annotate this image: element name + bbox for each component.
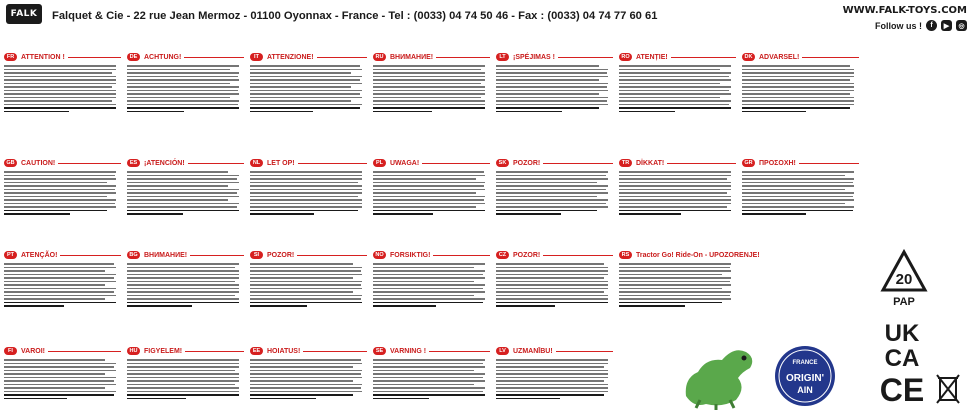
warning-body-text	[496, 65, 608, 112]
language-code-badge: PL	[373, 159, 386, 167]
warning-title: ATENȚIE!	[636, 53, 668, 61]
warning-block-fi	[4, 346, 121, 401]
warning-title: VARNING !	[390, 347, 427, 355]
warning-body-text	[4, 171, 116, 215]
warning-heading	[250, 52, 367, 62]
warning-heading	[496, 346, 613, 356]
language-code-badge: SK	[496, 159, 509, 167]
language-code-badge: NO	[373, 251, 386, 259]
warning-heading	[4, 250, 121, 260]
language-code-badge: GR	[742, 159, 755, 167]
warning-block-de	[127, 52, 244, 114]
warning-body-text	[127, 263, 239, 307]
heading-rule	[671, 57, 736, 58]
ce-mark	[875, 372, 929, 408]
warning-block-bg	[127, 250, 244, 309]
website-link[interactable]: WWW.FALK-TOYS.COM	[842, 5, 967, 16]
language-code-badge: LT	[496, 53, 509, 61]
warning-body-text	[4, 359, 116, 399]
warning-title: FORSIKTIG!	[390, 251, 431, 259]
facebook-icon[interactable]: f	[926, 20, 937, 31]
warning-title: VAROI!	[21, 347, 45, 355]
origin-main: ORIGIN'	[786, 373, 824, 384]
warning-block-pt	[4, 250, 121, 309]
company-address: Falquet & Cie - 22 rue Jean Mermoz - 01100 Oyonnax - France - Tel : (0033) 04 74 50 46 - Fax : (0033) 04 74 77 60 61	[52, 10, 658, 22]
warning-heading	[742, 158, 859, 168]
warning-title: CAUTION!	[21, 159, 56, 167]
warning-body-text	[619, 65, 731, 112]
warning-title: ΠΡΟΣΟΧΗ!	[759, 159, 796, 167]
warning-title: POZOR!	[513, 159, 541, 167]
warning-body-text	[619, 171, 731, 215]
warning-title: ¡ATENCIÓN!	[144, 159, 185, 167]
warning-heading	[4, 346, 121, 356]
ukca-top: UK	[884, 320, 920, 347]
warning-heading	[250, 346, 367, 356]
warning-heading	[127, 346, 244, 356]
language-code-badge: BG	[127, 251, 140, 259]
language-code-badge: RS	[619, 251, 632, 259]
language-code-badge: IT	[250, 53, 263, 61]
warning-body-text	[496, 359, 608, 399]
recycle-label: PAP	[893, 296, 915, 308]
warning-heading	[496, 250, 613, 260]
language-code-badge: GB	[4, 159, 17, 167]
dinosaur-mascot-icon	[676, 338, 762, 410]
warning-title: DİKKAT!	[636, 159, 665, 167]
warning-block-pl	[373, 158, 490, 217]
heading-rule	[543, 163, 613, 164]
language-code-badge: ES	[127, 159, 140, 167]
warning-title: LET OP!	[267, 159, 295, 167]
warning-title: UZMANĪBU!	[513, 347, 553, 355]
warning-body-text	[4, 65, 116, 112]
warning-heading	[619, 250, 760, 260]
heading-rule	[433, 255, 490, 256]
warning-body-text	[250, 65, 362, 112]
heading-rule	[799, 163, 859, 164]
language-code-badge: HU	[127, 347, 140, 355]
heading-rule	[802, 57, 859, 58]
warning-body-text	[496, 171, 608, 215]
ukca-bottom: CA	[884, 345, 920, 372]
warning-heading	[4, 158, 121, 168]
recycle-number: 20	[895, 271, 913, 288]
follow-us	[875, 20, 967, 31]
heading-rule	[558, 57, 613, 58]
origin-sub: AIN	[797, 385, 813, 395]
warning-block-lt	[496, 52, 613, 114]
language-code-badge: DE	[127, 53, 140, 61]
heading-rule	[48, 351, 121, 352]
heading-rule	[556, 351, 613, 352]
heading-rule	[422, 163, 490, 164]
language-code-badge: DK	[742, 53, 755, 61]
warning-body-text	[127, 359, 239, 399]
warning-block-se	[373, 346, 490, 401]
language-code-badge: SI	[250, 251, 263, 259]
heading-rule	[68, 57, 121, 58]
warning-heading	[373, 52, 490, 62]
warning-block-hu	[127, 346, 244, 401]
warning-title: FIGYELEM!	[144, 347, 183, 355]
warning-title: ATENÇÃO!	[21, 251, 58, 259]
warning-title: Tractor Go! Ride-On - UPOZORENJE!	[636, 251, 760, 259]
warning-heading	[127, 52, 244, 62]
language-code-badge: PT	[4, 251, 17, 259]
warning-heading	[250, 250, 367, 260]
follow-us-label: Follow us !	[875, 20, 922, 31]
heading-rule	[184, 57, 244, 58]
heading-rule	[190, 255, 244, 256]
language-code-badge: TR	[619, 159, 632, 167]
warning-block-gb	[4, 158, 121, 217]
heading-rule	[298, 163, 367, 164]
warning-heading	[373, 158, 490, 168]
warning-heading	[496, 52, 613, 62]
youtube-icon[interactable]: ▶	[941, 20, 952, 31]
warning-block-rs	[619, 250, 760, 309]
warning-title: ATTENZIONE!	[267, 53, 314, 61]
heading-rule	[429, 351, 490, 352]
warning-body-text	[373, 65, 485, 112]
language-code-badge: NL	[250, 159, 263, 167]
language-code-badge: CZ	[496, 251, 509, 259]
warning-heading	[742, 52, 859, 62]
warning-block-fr	[4, 52, 121, 114]
warning-block-es	[127, 158, 244, 217]
warning-title: ATTENTION !	[21, 53, 65, 61]
warning-body-text	[250, 263, 362, 307]
language-code-badge: SE	[373, 347, 386, 355]
warning-heading	[127, 158, 244, 168]
warning-block-nl	[250, 158, 367, 217]
warning-heading	[619, 52, 736, 62]
language-code-badge: EE	[250, 347, 263, 355]
heading-rule	[297, 255, 367, 256]
warning-title: POZOR!	[267, 251, 295, 259]
warning-block-sk	[496, 158, 613, 217]
origine-ain-seal	[773, 344, 837, 408]
warning-block-tr	[619, 158, 736, 217]
warning-body-text	[250, 171, 362, 215]
warning-body-text	[250, 359, 362, 399]
warning-body-text	[127, 171, 239, 215]
heading-rule	[185, 351, 244, 352]
heading-rule	[188, 163, 244, 164]
language-code-badge: FI	[4, 347, 17, 355]
warning-body-text	[373, 359, 485, 399]
language-code-badge: RU	[373, 53, 386, 61]
warning-body-text	[373, 171, 485, 215]
heading-rule	[667, 163, 736, 164]
warning-heading	[373, 250, 490, 260]
warning-heading	[4, 52, 121, 62]
warning-body-text	[373, 263, 485, 307]
ce-label: CE	[879, 372, 925, 408]
language-code-badge: FR	[4, 53, 17, 61]
warning-title: ВНИМАНИЕ!	[144, 251, 188, 259]
warning-body-text	[496, 263, 608, 307]
warning-block-si	[250, 250, 367, 309]
warning-title: UWAGA!	[390, 159, 420, 167]
recycle-paper-badge	[881, 250, 927, 310]
language-code-badge: LV	[496, 347, 509, 355]
header	[0, 0, 977, 38]
warning-block-lv	[496, 346, 613, 401]
language-code-badge: RO	[619, 53, 632, 61]
weee-bin-icon	[934, 372, 962, 406]
instagram-icon[interactable]: ◎	[956, 20, 967, 31]
ukca-mark	[875, 318, 929, 372]
warning-heading	[619, 158, 736, 168]
warning-block-ee	[250, 346, 367, 401]
warning-body-text	[742, 171, 854, 215]
warning-block-gr	[742, 158, 859, 217]
heading-rule	[303, 351, 367, 352]
warning-block-cz	[496, 250, 613, 309]
warning-title: ACHTUNG!	[144, 53, 182, 61]
heading-rule	[317, 57, 367, 58]
warning-block-it	[250, 52, 367, 114]
heading-rule	[60, 255, 121, 256]
warning-title: ADVARSEL!	[759, 53, 800, 61]
warning-title: ВНИМАНИЕ!	[390, 53, 434, 61]
warning-block-dk	[742, 52, 859, 114]
falk-logo: FALK	[6, 4, 42, 24]
warning-title: HOIATUS!	[267, 347, 301, 355]
heading-rule	[543, 255, 613, 256]
heading-rule	[58, 163, 121, 164]
warning-heading	[373, 346, 490, 356]
warning-body-text	[619, 263, 731, 307]
origin-top: FRANCE	[792, 360, 818, 366]
warning-body-text	[127, 65, 239, 112]
warning-heading	[496, 158, 613, 168]
warning-title: POZOR!	[513, 251, 541, 259]
warning-heading	[250, 158, 367, 168]
warning-heading	[127, 250, 244, 260]
warning-block-ru	[373, 52, 490, 114]
heading-rule	[436, 57, 490, 58]
warning-body-text	[742, 65, 854, 112]
warning-title: ¡SPÉJIMAS !	[513, 53, 556, 61]
warning-block-no	[373, 250, 490, 309]
warning-body-text	[4, 263, 116, 307]
warning-block-ro	[619, 52, 736, 114]
